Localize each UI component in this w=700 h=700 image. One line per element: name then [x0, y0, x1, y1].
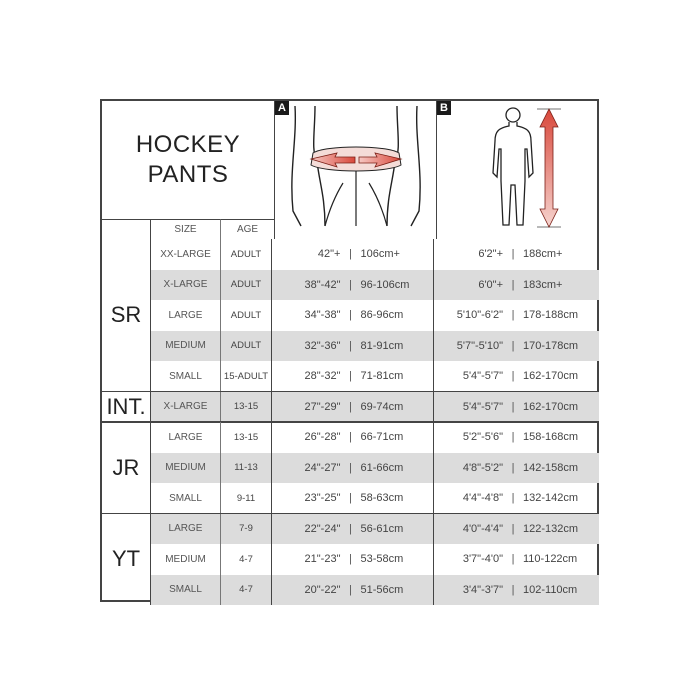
height-feet: 4'0"-4'4": [462, 522, 503, 535]
age-cell: ADULT: [230, 340, 262, 352]
age-cell: 11-13: [234, 462, 258, 474]
age-cell: 4-7: [239, 584, 253, 596]
separator: |: [349, 492, 352, 505]
waist-inches: 27"-29": [304, 400, 341, 413]
height-cell: [433, 544, 596, 575]
size-cell: LARGE: [151, 422, 221, 453]
table-row: [151, 544, 599, 575]
height-cm: 102-110cm: [523, 583, 578, 596]
separator: |: [511, 400, 515, 413]
separator: |: [511, 278, 515, 291]
separator: |: [511, 339, 515, 352]
size-cell: LARGE: [151, 300, 221, 331]
waist-inches: 20"-22": [304, 583, 341, 596]
waist-inches: 26"-28": [304, 431, 341, 444]
height-cell: [433, 453, 596, 484]
height-cell: [433, 575, 596, 606]
separator: |: [511, 553, 515, 566]
waist-inches: 28"-32": [304, 370, 341, 383]
waist-inches: 23"-25": [304, 492, 341, 505]
age-cell: 13-15: [233, 401, 259, 413]
height-feet: 5'10"-6'2": [456, 309, 503, 322]
waist-cell: [271, 300, 433, 331]
size-cell: MEDIUM: [151, 331, 221, 362]
waist-inches: 22"-24": [304, 522, 341, 535]
height-cm: 162-170cm: [523, 400, 579, 413]
size-cell: LARGE: [151, 514, 221, 545]
height-cell: [433, 392, 596, 423]
waist-cm: 58-63cm: [360, 492, 404, 505]
table-row: [151, 300, 599, 331]
size-cell: SMALL: [151, 483, 221, 514]
waist-inches: 34"-38": [304, 309, 341, 322]
height-cm: 162-170cm: [523, 370, 579, 383]
separator: |: [511, 583, 515, 596]
waist-cell: [271, 361, 433, 392]
separator: |: [349, 522, 352, 535]
separator: |: [349, 400, 352, 413]
waist-cm: 69-74cm: [360, 400, 404, 413]
separator: |: [511, 431, 515, 444]
height-feet: 4'8"-5'2": [462, 461, 503, 474]
waist-cell: [271, 575, 433, 606]
waist-cm: 51-56cm: [360, 583, 404, 596]
waist-figure-icon: [275, 101, 437, 239]
waist-inches: 38"-42": [304, 278, 341, 291]
height-cell: [433, 331, 596, 362]
table-row: [151, 483, 599, 514]
table-row: [151, 575, 599, 606]
waist-cell: [271, 331, 433, 362]
separator: |: [349, 553, 352, 566]
separator: |: [511, 309, 515, 322]
size-cell: MEDIUM: [151, 453, 221, 484]
waist-cm: 86-96cm: [360, 309, 404, 322]
age-cell: ADULT: [230, 248, 262, 260]
waist-inches: 24"-27": [304, 461, 341, 474]
header-spacer: [102, 219, 151, 239]
separator: |: [349, 248, 352, 261]
height-cm: 132-142cm: [523, 492, 579, 505]
waist-cell: [271, 270, 433, 301]
separator: |: [349, 583, 352, 596]
age-header: AGE: [221, 219, 274, 239]
waist-cell: [271, 453, 433, 484]
table-row: [151, 392, 599, 423]
title-line-2: PANTS: [147, 161, 229, 188]
height-feet: 3'4"-3'7": [462, 583, 503, 596]
height-cm: 183cm+: [523, 278, 563, 291]
waist-cm: 96-106cm: [360, 278, 410, 291]
waist-cm: 81-91cm: [360, 339, 404, 352]
badge-b: B: [437, 101, 451, 115]
age-cell: 13-15: [233, 431, 259, 443]
separator: |: [349, 339, 352, 352]
waist-cm: 56-61cm: [360, 522, 404, 535]
group-label: SR: [102, 239, 151, 392]
waist-cell: [271, 544, 433, 575]
group-label: JR: [102, 422, 151, 514]
separator: |: [511, 461, 515, 474]
size-cell: MEDIUM: [151, 544, 221, 575]
height-feet: 5'2"-5'6": [462, 431, 503, 444]
waist-cm: 53-58cm: [360, 553, 404, 566]
age-cell: 15-ADULT: [223, 370, 269, 382]
table-row: [151, 239, 599, 270]
height-cell: [433, 422, 596, 453]
separator: |: [349, 370, 352, 383]
height-cm: 170-178cm: [523, 339, 579, 352]
waist-inches: 21"-23": [304, 553, 341, 566]
waist-inches: 42"+: [317, 248, 341, 261]
waist-measurement-panel: [274, 101, 436, 239]
badge-a: A: [275, 101, 289, 115]
waist-cm: 106cm+: [360, 248, 400, 261]
height-figure-icon: [437, 101, 600, 239]
separator: |: [349, 278, 352, 291]
table-row: [151, 453, 599, 484]
height-cm: 122-132cm: [523, 522, 579, 535]
age-cell: 7-9: [239, 523, 253, 535]
table-row: [151, 331, 599, 362]
separator: |: [511, 248, 515, 261]
height-cm: 188cm+: [523, 248, 563, 261]
height-feet: 4'4"-4'8": [462, 492, 503, 505]
size-cell: SMALL: [151, 575, 221, 606]
height-cm: 110-122cm: [523, 553, 578, 566]
height-cm: 142-158cm: [523, 461, 579, 474]
age-cell: ADULT: [230, 309, 262, 321]
table-row: [151, 361, 599, 392]
separator: |: [349, 309, 352, 322]
separator: |: [511, 522, 515, 535]
height-cell: [433, 270, 596, 301]
waist-cell: [271, 483, 433, 514]
waist-cm: 66-71cm: [360, 431, 404, 444]
age-cell: 9-11: [236, 492, 256, 504]
size-chart: [100, 99, 599, 602]
separator: |: [349, 461, 352, 474]
table-row: [151, 422, 599, 453]
height-cell: [433, 361, 596, 392]
waist-cm: 71-81cm: [360, 370, 404, 383]
title-line-1: HOCKEY: [135, 131, 241, 158]
height-feet: 6'2"+: [478, 248, 503, 261]
height-feet: 5'7"-5'10": [456, 339, 503, 352]
height-cm: 178-188cm: [523, 309, 579, 322]
height-cell: [433, 300, 596, 331]
height-feet: 5'4"-5'7": [462, 370, 503, 383]
height-feet: 6'0"+: [478, 278, 503, 291]
separator: |: [511, 492, 515, 505]
size-cell: X-LARGE: [151, 392, 221, 423]
waist-cell: [271, 422, 433, 453]
group-label: INT.: [102, 392, 151, 423]
height-cm: 158-168cm: [523, 431, 579, 444]
height-cell: [433, 483, 596, 514]
size-cell: SMALL: [151, 361, 221, 392]
separator: |: [349, 431, 352, 444]
table-row: [151, 514, 599, 545]
size-cell: XX-LARGE: [151, 239, 221, 270]
height-cell: [433, 239, 596, 270]
table-row: [151, 270, 599, 301]
waist-cm: 61-66cm: [360, 461, 404, 474]
waist-cell: [271, 392, 433, 423]
waist-cell: [271, 514, 433, 545]
waist-cell: [271, 239, 433, 270]
height-measurement-panel: [436, 101, 599, 239]
height-feet: 5'4"-5'7": [462, 400, 503, 413]
separator: |: [511, 370, 515, 383]
age-cell: 4-7: [239, 553, 253, 565]
height-cell: [433, 514, 596, 545]
group-label: YT: [102, 514, 151, 606]
height-feet: 3'7"-4'0": [462, 553, 503, 566]
size-cell: X-LARGE: [151, 270, 221, 301]
chart-title: [102, 101, 274, 219]
waist-inches: 32"-36": [304, 339, 341, 352]
size-header: SIZE: [151, 219, 221, 239]
age-cell: ADULT: [230, 279, 262, 291]
